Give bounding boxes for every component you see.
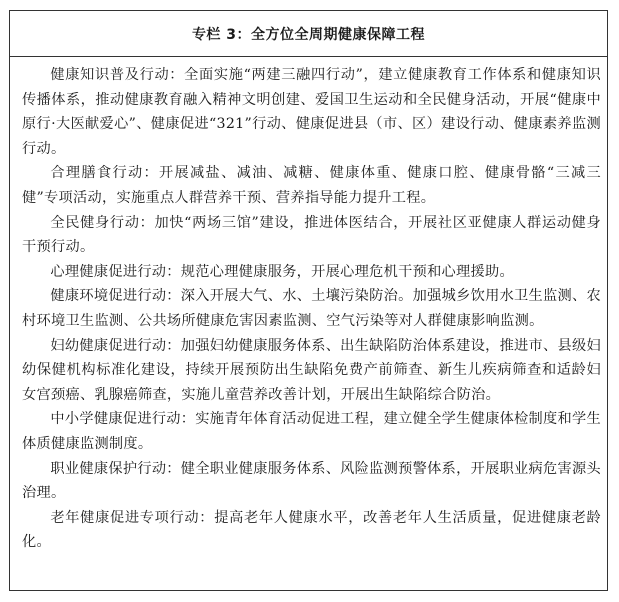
- column-content: [10, 57, 607, 555]
- paragraph-mental-health: 心理健康促进行动：规范心理健康服务，开展心理危机干预和心理援助。: [50, 263, 514, 280]
- paragraph-school: 中小学健康促进行动：实施青年体育活动促进工程，建立健全学生健康体检制度和学生体质健康监测制度。: [22, 411, 601, 452]
- column-box: [9, 10, 608, 591]
- paragraph-maternal-child: 妇幼健康促进行动：加强妇幼健康服务体系、出生缺陷防治体系建设，推进市、县级妇幼保健机构标准化建设，持续开展预防出生缺陷免费产前筛查、新生儿疾病筛查和适龄妇女宫颈癌、乳腺癌筛查，实施儿童营养改善计划，开展出生缺陷综合防治。: [22, 337, 601, 403]
- column-title: 专栏 3：全方位全周期健康保障工程: [191, 26, 426, 43]
- column-header: [10, 11, 607, 57]
- paragraph-health-knowledge: 健康知识普及行动：全面实施“两建三融四行动”，建立健康教育工作体系和健康知识传播体系，推动健康教育融入精神文明创建、爱国卫生运动和全民健身活动，开展“健康中原行·大医献爱心”、健康促进“321”行动、健康促进县（市、区）建设行动、健康素养监测行动。: [22, 67, 601, 157]
- paragraph-occupational: 职业健康保护行动：健全职业健康服务体系、风险监测预警体系，开展职业病危害源头治理。: [22, 460, 601, 502]
- paragraph-diet: 合理膳食行动：开展减盐、减油、减糖、健康体重、健康口腔、健康骨骼“三减三健”专项活动，实施重点人群营养干预、营养指导能力提升工程。: [22, 165, 601, 206]
- paragraph-fitness: 全民健身行动：加快“两场三馆”建设，推进体医结合，开展社区亚健康人群运动健身干预行动。: [22, 214, 601, 256]
- paragraph-elderly: 老年健康促进专项行动：提高老年人健康水平，改善老年人生活质量，促进健康老龄化。: [22, 509, 601, 551]
- paragraph-environment: 健康环境促进行动：深入开展大气、水、土壤污染防治。加强城乡饮用水卫生监测、农村环境卫生监测、公共场所健康危害因素监测、空气污染等对人群健康影响监测。: [22, 288, 601, 329]
